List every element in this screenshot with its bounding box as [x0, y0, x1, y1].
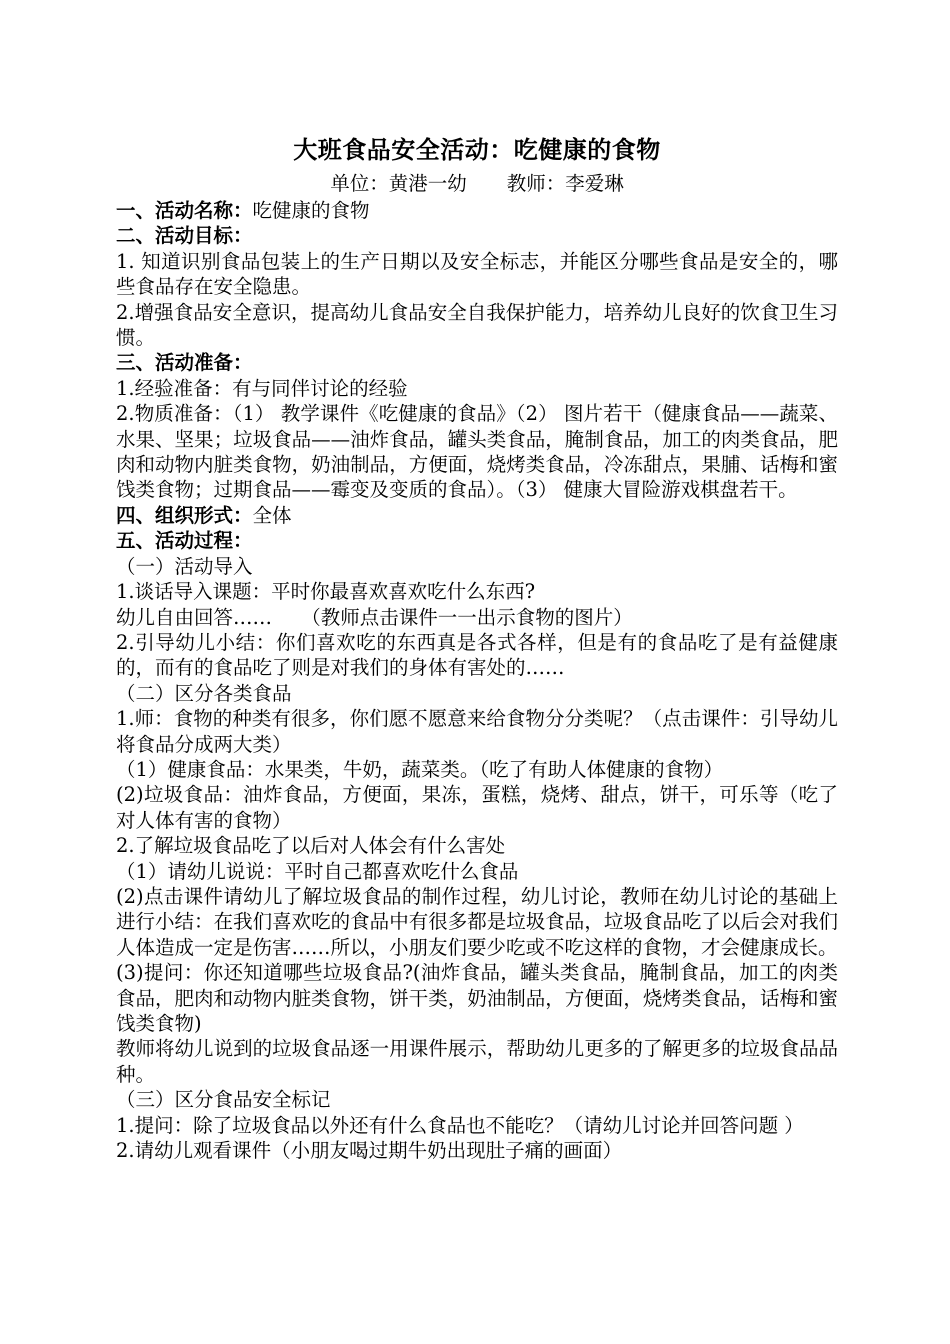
paragraph: 1.师：食物的种类有很多，你们愿不愿意来给食物分分类呢？（点击课件：引导幼儿将食品分成两大类）	[116, 707, 838, 756]
section-heading: 四、组织形式：	[116, 503, 253, 527]
paragraph: 1.经验准备：有与同伴讨论的经验	[116, 376, 408, 400]
section-value: 全体	[252, 503, 292, 527]
section-organization-form	[116, 503, 838, 528]
paragraph: 1. 知道识别食品包装上的生产日期以及安全标志，并能区分哪些食品是安全的，哪些食品存在安全隐患。	[116, 249, 838, 299]
section-activity-prep	[116, 350, 838, 375]
teacher-label: 教师：李爱琳	[506, 172, 624, 195]
paragraph: (2)垃圾食品：油炸食品，方便面，果冻，蛋糕，烧烤、甜点，饼干，可乐等（吃了对人体有害的食物）	[116, 783, 838, 832]
paragraph: 教师将幼儿说到的垃圾食品逐一用课件展示，帮助幼儿更多的了解更多的垃圾食品品种。	[116, 1037, 838, 1086]
section-heading: 三、活动准备：	[116, 351, 253, 375]
paragraph: （1）健康食品：水果类，牛奶，蔬菜类。（吃了有助人体健康的食物）	[116, 757, 724, 781]
subheading: （一）活动导入	[116, 554, 253, 578]
paragraph: 2.增强食品安全意识，提高幼儿食品安全自我保护能力，培养幼儿良好的饮食卫生习惯。	[116, 300, 838, 350]
page-title: 大班食品安全活动：吃健康的食物	[293, 135, 661, 164]
paragraph: 2.请幼儿观看课件（小朋友喝过期牛奶出现肚子痛的画面）	[116, 1139, 623, 1163]
section-value: 吃健康的食物	[252, 199, 370, 222]
section-activity-goals	[116, 223, 838, 248]
paragraph: 1.提问：除了垃圾食品以外还有什么食品也不能吃？（请幼儿讨论并回答问题 ）	[116, 1113, 804, 1137]
section-activity-name	[116, 198, 838, 223]
section-heading: 五、活动过程：	[116, 529, 253, 553]
paragraph: 2.引导幼儿小结：你们喜欢吃的东西真是各式各样，但是有的食品吃了是有益健康的，而有的食品吃了则是对我们的身体有害处的……	[116, 630, 838, 680]
paragraph: 1.谈话导入课题：平时你最喜欢喜欢吃什么东西?	[116, 580, 536, 604]
subheading: （二）区分各类食品	[116, 681, 292, 705]
paragraph: (2)点击课件请幼儿了解垃圾食品的制作过程，幼儿讨论，教师在幼儿讨论的基础上进行小结：在我们喜欢吃的食品中有很多都是垃圾食品，垃圾食品吃了以后会对我们人体造成一定是伤害……所以，小朋友们要少吃或不吃这样的食物，才会健康成长。	[116, 884, 838, 959]
section-activity-process	[116, 528, 838, 553]
section-heading: 一、活动名称：	[116, 199, 253, 222]
paragraph: 幼儿自由回答…… （教师点击课件一一出示食物的图片）	[116, 605, 633, 629]
section-heading: 二、活动目标：	[116, 224, 253, 248]
document-page	[116, 132, 838, 1163]
byline	[116, 170, 838, 198]
subheading: （三）区分食品安全标记	[116, 1088, 331, 1112]
paragraph: 2.物质准备：（1） 教学课件《吃健康的食品》（2） 图片若干（健康食品——蔬菜、水果、坚果；垃圾食品——油炸食品，罐头类食品，腌制食品，加工的肉类食品，肥肉和动物内脏类食物，奶油制品，方便面，烧烤类食品，冷冻甜点，果脯、话梅和蜜饯类食物；过期食品——霉变及变质的食品）。（3） 健康大冒险游戏棋盘若干。	[116, 402, 838, 502]
paragraph: (3)提问：你还知道哪些垃圾食品?(油炸食品，罐头类食品，腌制食品，加工的肉类食品，肥肉和动物内脏类食物，饼干类，奶油制品，方便面，烧烤类食品，话梅和蜜饯类食物)	[116, 961, 838, 1035]
unit-label: 单位：黄港一幼	[330, 172, 467, 195]
paragraph: （1）请幼儿说说：平时自己都喜欢吃什么食品	[116, 859, 519, 883]
paragraph: 2.了解垃圾食品吃了以后对人体会有什么害处	[116, 834, 506, 858]
